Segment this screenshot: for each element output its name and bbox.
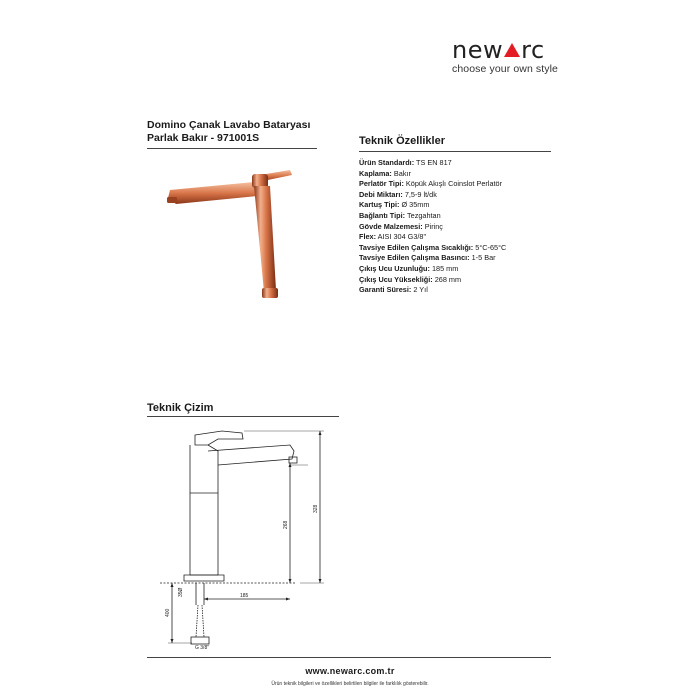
- spec-row: [359, 253, 506, 264]
- spec-label: Çıkış Ucu Uzunluğu:: [359, 263, 430, 273]
- product-title: [147, 119, 310, 145]
- spec-label: Gövde Malzemesi:: [359, 221, 423, 231]
- drawing-shank: [196, 583, 204, 605]
- spec-row: [359, 179, 506, 190]
- specs-heading-rule: [359, 151, 551, 152]
- faucet-body: [254, 186, 276, 292]
- spec-value: 1-5 Bar: [471, 253, 496, 263]
- spec-value: 7,5-9 lt/dk: [404, 189, 437, 199]
- dim-label-400: 400: [165, 608, 171, 617]
- spec-value: Köpük Akışlı Coinslot Perlatör: [405, 179, 503, 189]
- spec-label: Tavsiye Edilen Çalışma Basıncı:: [359, 253, 470, 263]
- logo-triangle-icon: [504, 43, 520, 57]
- drawing-body: [190, 445, 218, 575]
- product-title-line2: Parlak Bakır - 971001S: [147, 132, 260, 144]
- footer-disclaimer: Ürün teknik bilgileri ve özellikleri belirtilen bilgiler ile farklılık gösterebilir.: [271, 681, 429, 687]
- specs-list: [359, 158, 506, 296]
- spec-row: [359, 232, 506, 243]
- spec-value: 268 mm: [434, 274, 462, 284]
- drawing-aerator: [289, 457, 297, 463]
- spec-value: 2 Yıl: [413, 285, 428, 295]
- faucet-product-image: [158, 160, 308, 310]
- drawing-handle: [195, 431, 243, 445]
- spec-value: Pirinç: [424, 221, 443, 231]
- spec-value: 5°C-65°C: [475, 242, 507, 252]
- faucet-cartridge-cap: [252, 174, 268, 188]
- drawing-flex-nut: [191, 637, 209, 644]
- brand-logo: [452, 38, 562, 75]
- technical-drawing: [160, 425, 340, 650]
- dim-label-268: 268: [283, 520, 289, 529]
- spec-label: Debi Miktarı:: [359, 189, 403, 199]
- drawing-heading: Teknik Çizim: [147, 402, 214, 414]
- footer-website-link[interactable]: www.newarc.com.tr: [305, 666, 395, 676]
- spec-row: [359, 211, 506, 222]
- spec-row: [359, 275, 506, 286]
- spec-value: AISI 304 G3/8": [377, 232, 427, 242]
- spec-value: Bakır: [393, 168, 411, 178]
- product-title-rule: [147, 148, 317, 149]
- spec-value: Tezgahtan: [407, 210, 441, 220]
- specs-heading: Teknik Özellikler: [359, 135, 446, 147]
- spec-value: Ø 35mm: [401, 200, 430, 210]
- spec-row: [359, 264, 506, 275]
- spec-label: Çıkış Ucu Yüksekliği:: [359, 274, 433, 284]
- spec-row: [359, 169, 506, 180]
- faucet-aerator: [167, 197, 177, 203]
- spec-label: Bağlantı Tipi:: [359, 210, 406, 220]
- brand-wordmark: new rc: [452, 36, 545, 64]
- spec-row: [359, 243, 506, 254]
- dim-label-185: 185: [240, 593, 249, 599]
- spec-label: Perlatör Tipi:: [359, 179, 404, 189]
- spec-label: Garanti Süresi:: [359, 285, 412, 295]
- product-title-line1: Domino Çanak Lavabo Bataryası: [147, 119, 311, 131]
- drawing-base: [184, 575, 224, 581]
- dim-label-35: 35Ø: [178, 587, 184, 597]
- spec-row: [359, 190, 506, 201]
- spec-label: Ürün Standardı:: [359, 158, 415, 167]
- spec-row: [359, 285, 506, 296]
- footer-rule: [147, 657, 551, 658]
- spec-label: Flex:: [359, 232, 377, 242]
- spec-value: TS EN 817: [416, 158, 452, 167]
- dim-label-flex: G 3/8": [195, 645, 210, 650]
- spec-row: [359, 158, 506, 169]
- spec-row: [359, 222, 506, 233]
- spec-row: [359, 200, 506, 211]
- faucet-spout: [168, 182, 260, 204]
- drawing-spout: [208, 445, 294, 465]
- brand-tagline: choose your own style: [452, 63, 558, 75]
- drawing-flex-hose: [196, 605, 204, 637]
- spec-label: Kartuş Tipi:: [359, 200, 400, 210]
- spec-label: Tavsiye Edilen Çalışma Sıcaklığı:: [359, 242, 474, 252]
- faucet-base: [262, 288, 278, 298]
- spec-value: 185 mm: [431, 263, 459, 273]
- drawing-heading-rule: [147, 416, 339, 417]
- spec-label: Kaplama:: [359, 168, 392, 178]
- dim-label-328: 328: [313, 504, 319, 513]
